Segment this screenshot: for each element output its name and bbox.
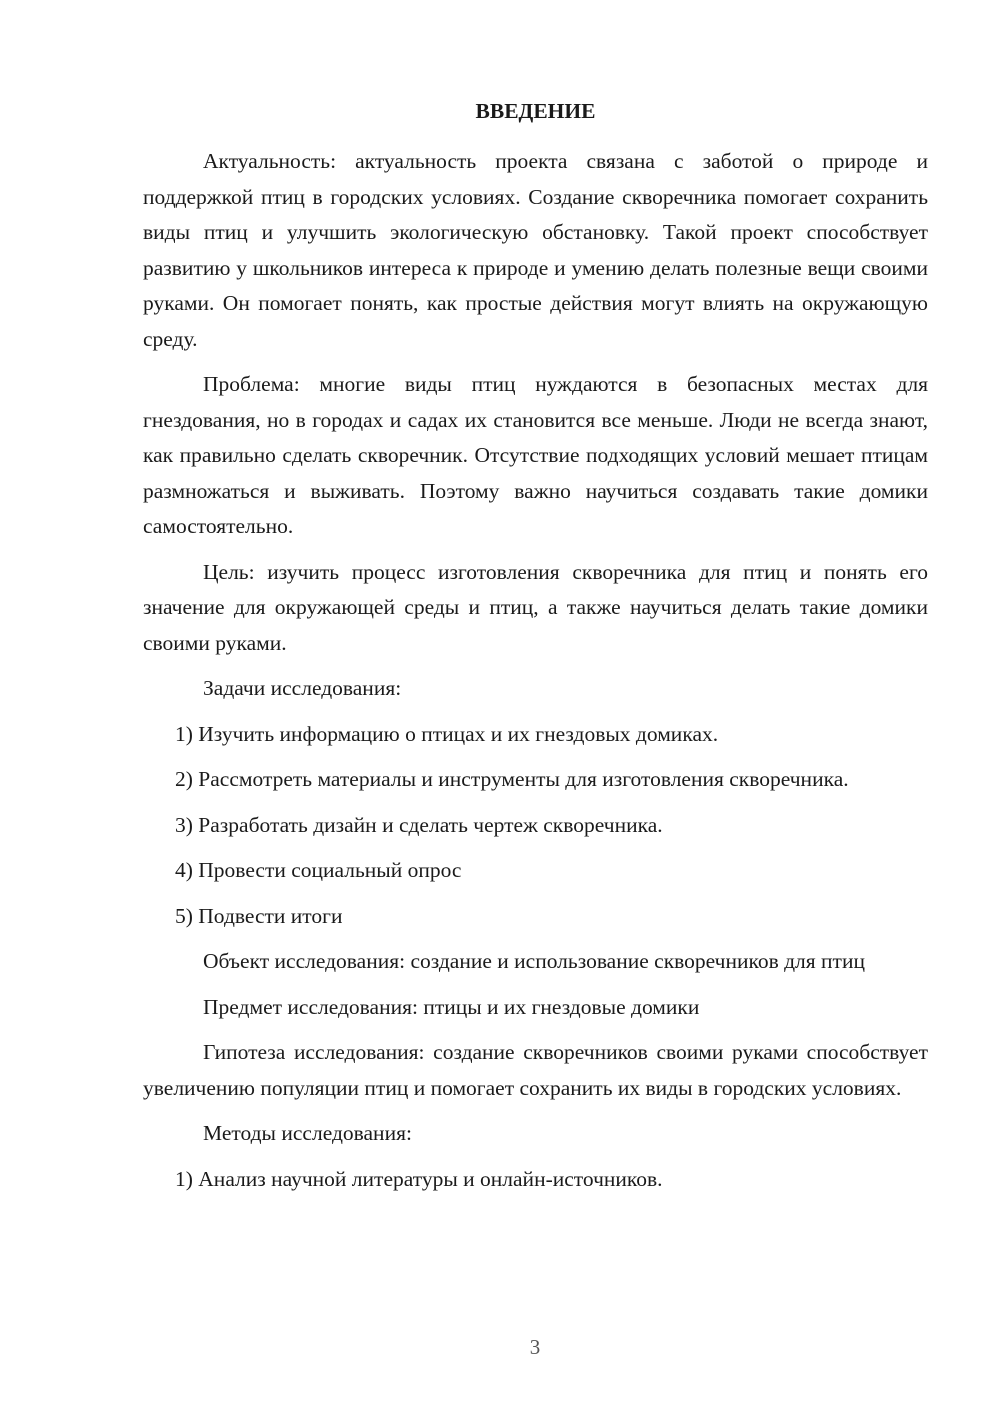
paragraph-methods-heading: Методы исследования: — [203, 1121, 412, 1145]
paragraph-object: Объект исследования: создание и использование скворечников для птиц — [203, 949, 865, 973]
paragraph-tasks-heading: Задачи исследования: — [203, 676, 402, 700]
paragraph-problem: Проблема: многие виды птиц нуждаются в безопасных местах для гнездования, но в городах и садах их становится все меньше. Люди не всегда знают, как правильно сделать скворечник. Отсутствие подходящих условий мешает птицам размножаться и выживать. Поэтому важно научиться создавать такие домики самостоятельно. — [143, 372, 928, 538]
list-item-task-3: 3) Разработать дизайн и сделать чертеж скворечника. — [175, 812, 663, 837]
list-item-task-4: 4) Провести социальный опрос — [175, 858, 462, 882]
page-number: 3 — [529, 1335, 541, 1359]
list-item-method-1: 1) Анализ научной литературы и онлайн-источников. — [175, 1166, 663, 1191]
paragraph-goal: Цель: изучить процесс изготовления скворечника для птиц и понять его значение для окружающей среды и птиц, а также научиться делать такие домики своими руками. — [143, 559, 928, 655]
section-title: ВВЕДЕНИЕ — [475, 99, 596, 123]
paragraph-relevance: Актуальность: актуальность проекта связана с заботой о природе и поддержкой птиц в городских условиях. Создание скворечника помогает сохранить виды птиц и улучшить экологическую обстановку. Такой проект способствует развитию у школьников интереса к природе и умению делать полезные вещи своими руками. Он помогает понять, как простые действия могут влиять на окружающую среду. — [143, 149, 928, 351]
list-item-task-1: 1) Изучить информацию о птицах и их гнездовых домиках. — [175, 721, 719, 746]
page-content — [143, 96, 928, 1197]
paragraph-subject: Предмет исследования: птицы и их гнездовые домики — [203, 994, 700, 1019]
list-item-task-2: 2) Рассмотреть материалы и инструменты для изготовления скворечника. — [175, 767, 849, 791]
paragraph-hypothesis: Гипотеза исследования: создание скворечников своими руками способствует увеличению популяции птиц и помогает сохранить их виды в городских условиях. — [143, 1040, 928, 1100]
list-item-task-5: 5) Подвести итоги — [175, 903, 343, 928]
